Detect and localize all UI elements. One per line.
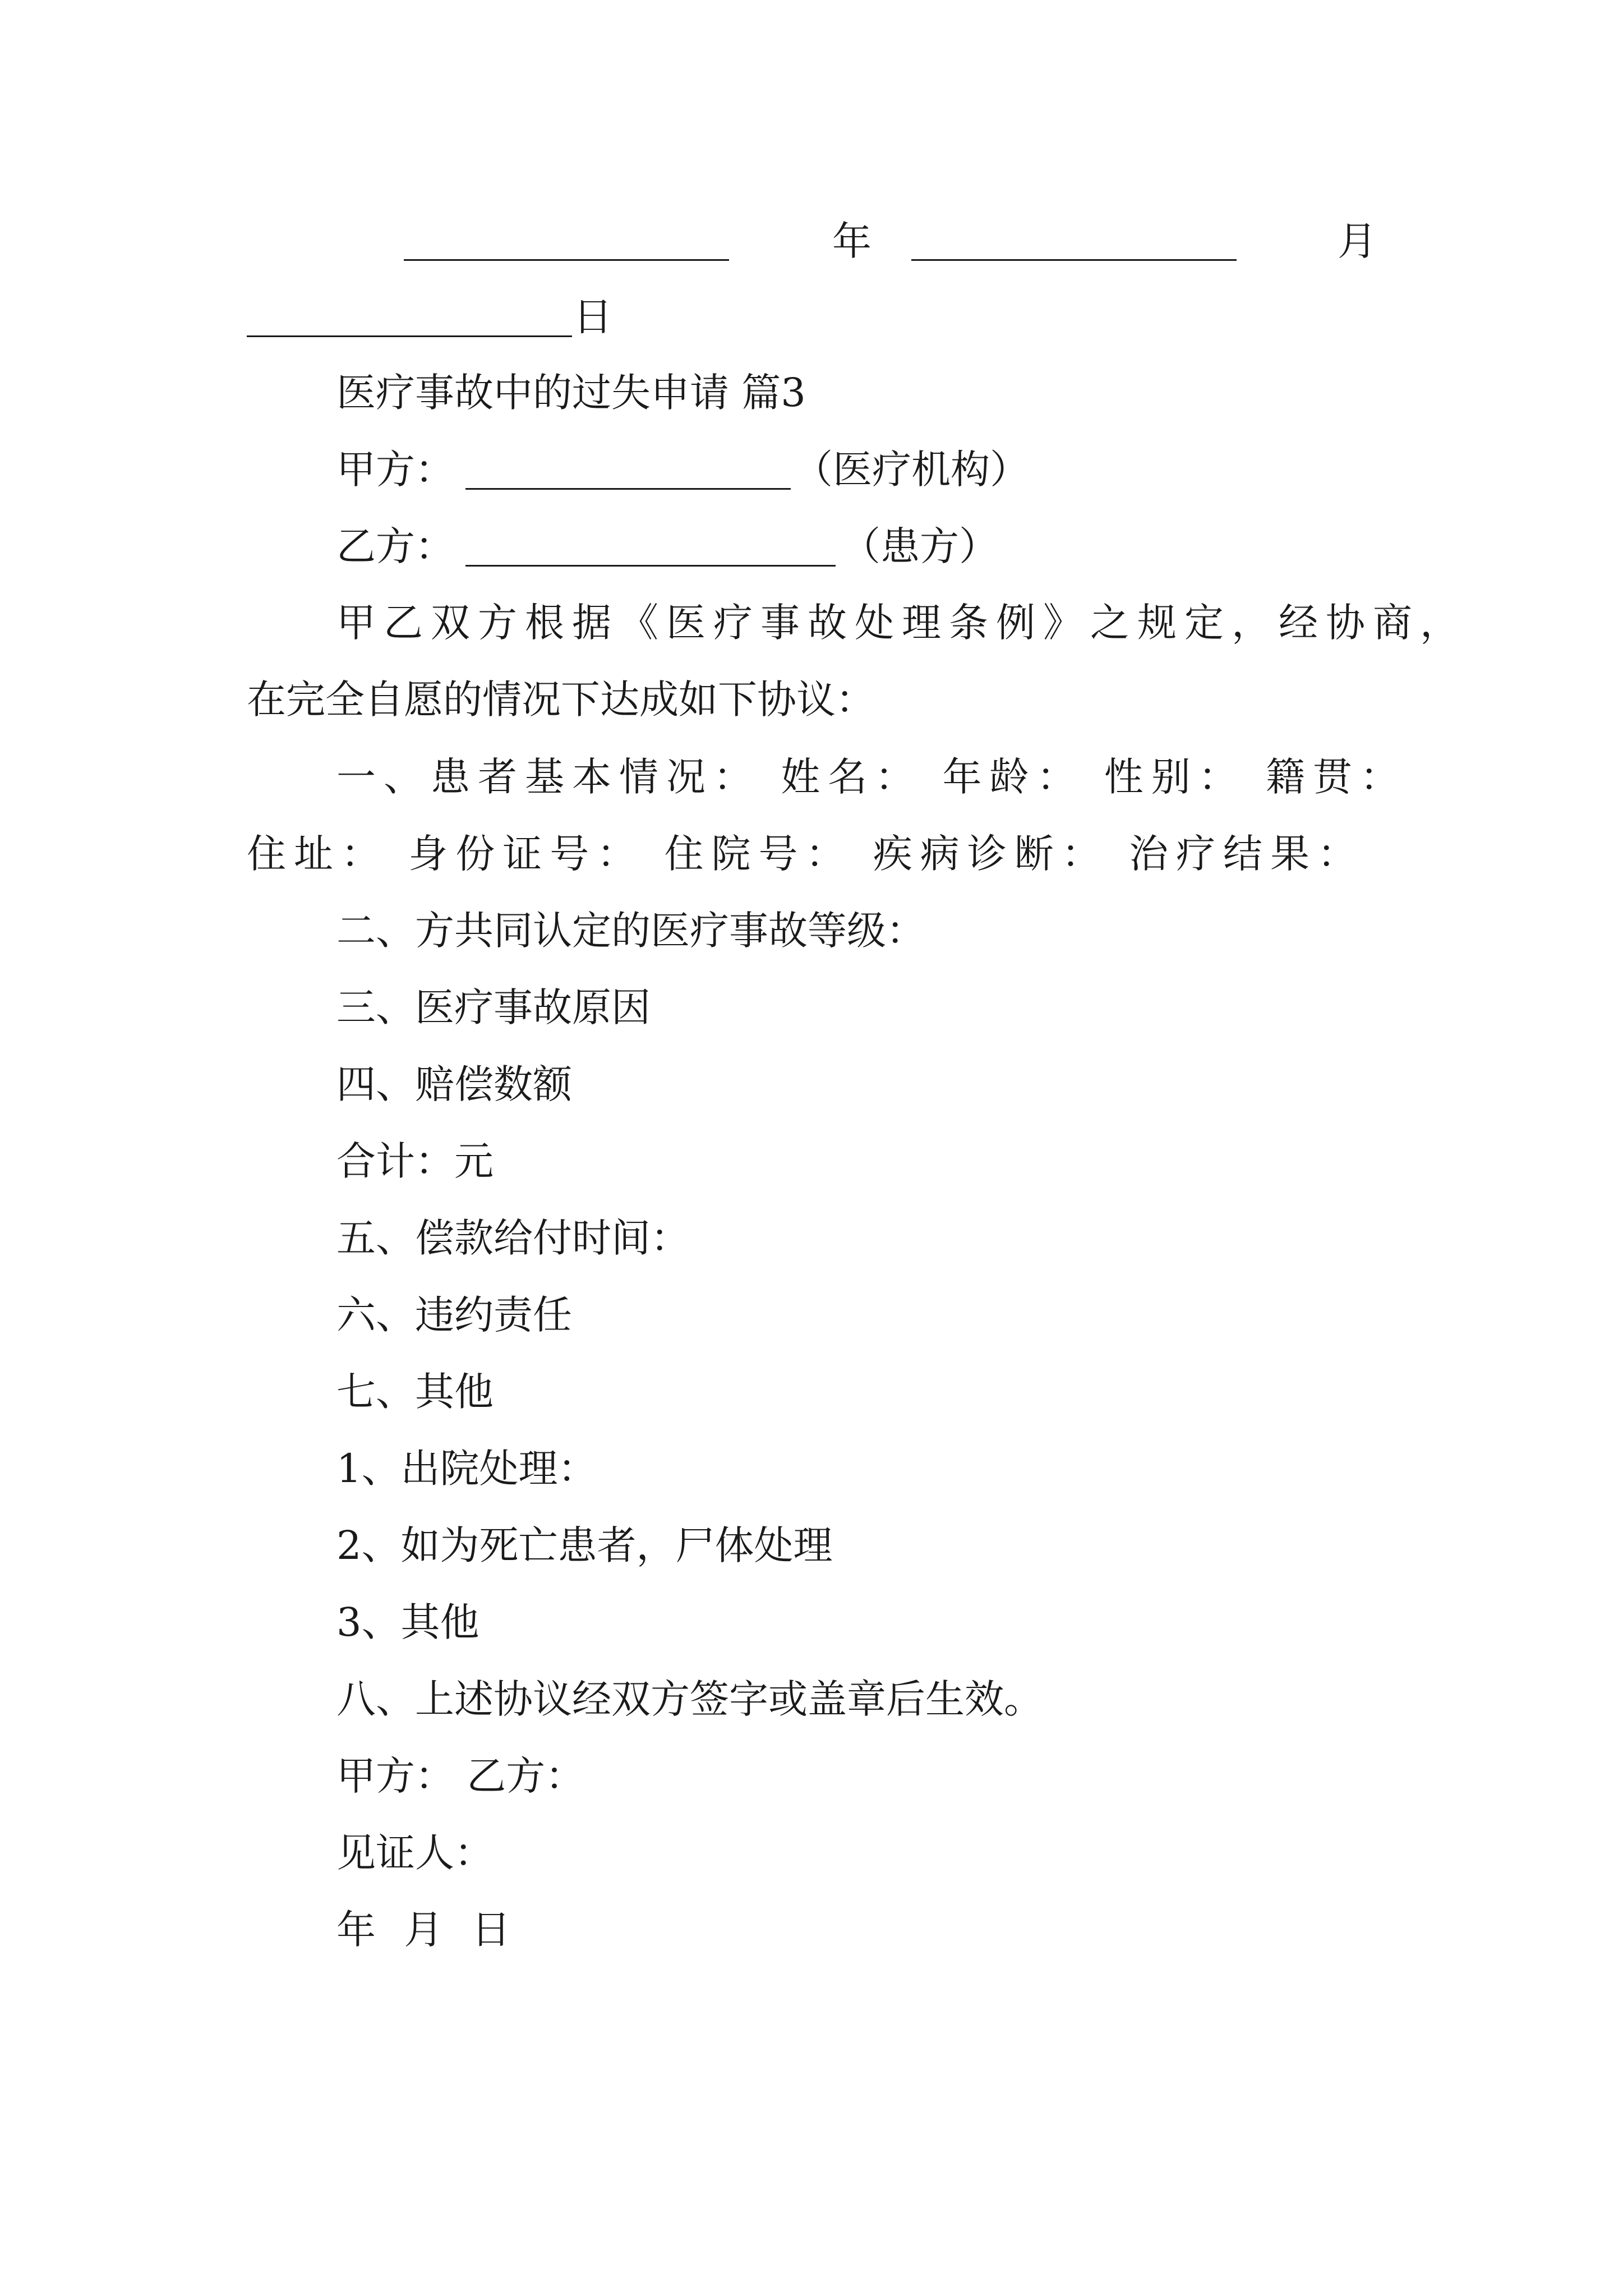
party-a-label: 甲方：: [336, 447, 454, 493]
item-accident-cause: 三、医疗事故原因: [336, 984, 651, 1030]
party-a-suffix: （医疗机构）: [794, 447, 1029, 493]
item-liability: 六、违约责任: [336, 1292, 572, 1338]
year-blank: [404, 259, 729, 261]
day-blank: [247, 335, 572, 337]
section-heading: 医疗事故中的过失申请 篇3: [336, 370, 806, 416]
item-basic-info-2: 住址： 身份证号： 住院号： 疾病诊断： 治疗结果：: [247, 831, 1365, 877]
party-b-suffix: （患方）: [841, 523, 998, 569]
party-b-blank: [465, 565, 836, 567]
item-accident-level: 二、方共同认定的医疗事故等级：: [336, 908, 925, 954]
day-label: 日: [573, 294, 612, 340]
signature-date: 年 月 日: [336, 1907, 519, 1953]
item-compensation-amount: 四、赔偿数额: [336, 1061, 572, 1107]
item-other: 七、其他: [336, 1369, 494, 1415]
intro-line-2: 在完全自愿的情况下达成如下协议：: [247, 677, 875, 723]
year-label: 年: [832, 218, 872, 264]
signature-witness: 见证人：: [336, 1830, 494, 1876]
party-b-label: 乙方：: [336, 523, 454, 569]
item-total: 合计：元: [336, 1138, 494, 1184]
month-label: 月: [1338, 218, 1377, 264]
signature-parties: 甲方： 乙方：: [336, 1753, 585, 1799]
party-a-blank: [465, 488, 791, 490]
month-blank: [911, 259, 1237, 261]
item-body-handling: 2、如为死亡患者，尸体处理: [336, 1522, 833, 1568]
item-basic-info-1: 一、患者基本情况： 姓名： 年龄： 性别： 籍贯：: [336, 754, 1408, 800]
item-effect-clause: 八、上述协议经双方签字或盖章后生效。: [336, 1676, 1043, 1722]
item-payment-time: 五、偿款给付时间：: [336, 1215, 690, 1261]
item-sub-other: 3、其他: [336, 1599, 479, 1645]
intro-line-1: 甲乙双方根据《医疗事故处理条例》之规定，经协商，: [336, 600, 1467, 646]
item-discharge: 1、出院处理：: [336, 1446, 597, 1492]
